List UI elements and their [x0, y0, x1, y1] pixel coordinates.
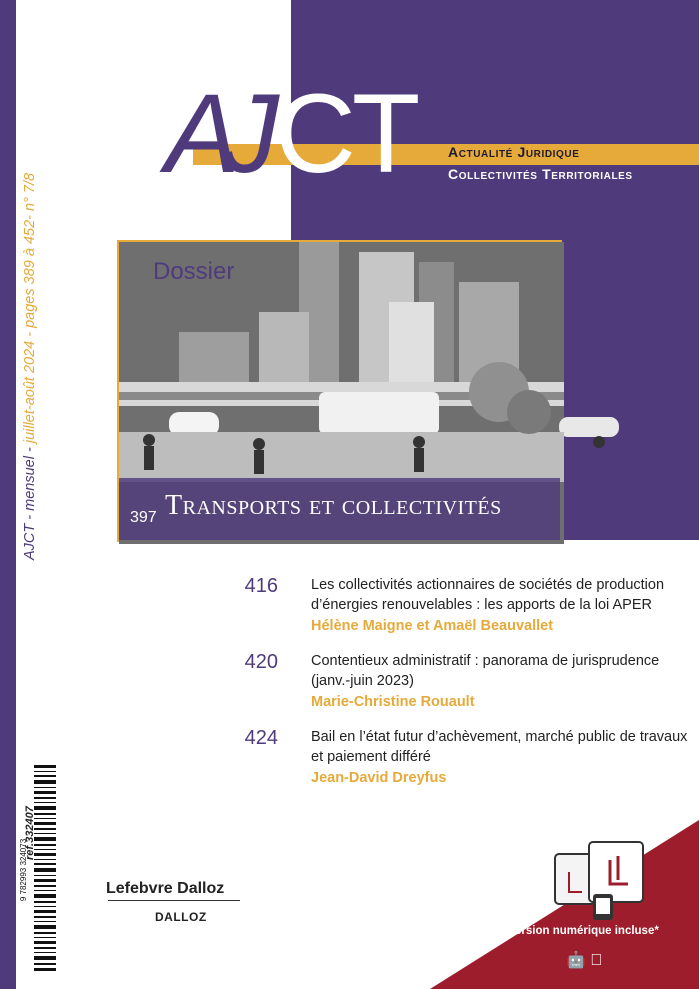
android-icon: 🤖 — [566, 952, 586, 969]
spine-part1: AJCT - mensuel - — [22, 443, 38, 560]
dossier-label: Dossier — [153, 258, 235, 285]
svg-text:CT: CT — [275, 71, 417, 196]
os-icons — [566, 950, 602, 970]
toc-author: Hélène Maigne et Amaël Beauvallet — [311, 618, 554, 634]
toc-author: Marie-Christine Rouault — [311, 694, 475, 710]
svg-text:A: A — [165, 71, 234, 196]
publisher-name: Lefebvre Dalloz — [106, 880, 225, 897]
toc-entry[interactable] — [230, 727, 690, 789]
left-purple-strip — [0, 0, 16, 989]
digital-version-label: Version numérique incluse* — [508, 925, 659, 937]
toc-article-title: Bail en l’état futur d’achèvement, marché public de travaux et paiement différé — [311, 729, 688, 765]
spine-part2: juillet-août 2024 - pages 389 à 452- n° 7/8 — [22, 172, 38, 444]
logo-subtitle-2: Collectivités Territoriales — [448, 166, 633, 182]
devices-icon — [555, 842, 645, 920]
barcode — [20, 760, 65, 975]
toc-page-number: 424 — [244, 727, 278, 749]
barcode-number: 9 782993 324073 — [19, 838, 28, 902]
toc-article-title: Contentieux administratif : panorama de jurisprudence (janv.-juin 2023) — [311, 653, 660, 689]
svg-text:J: J — [223, 71, 273, 196]
toc-entry[interactable] — [230, 651, 690, 713]
ajct-logo — [165, 60, 417, 200]
toc-page-number: 420 — [244, 651, 278, 673]
toc-entry[interactable] — [230, 575, 690, 637]
publisher-imprint: DALLOZ — [155, 910, 207, 924]
dossier-page-number: 397 — [130, 509, 157, 526]
publisher-divider — [108, 900, 240, 901]
dossier-title: Transports et collectivités — [165, 490, 502, 521]
apple-icon — [590, 952, 602, 969]
toc-author: Jean-David Dreyfus — [311, 770, 447, 786]
logo-subtitle-1: Actualité Juridique — [448, 144, 580, 160]
reference-number: ref.332407 — [24, 806, 36, 860]
table-of-contents — [230, 575, 690, 803]
toc-article-title: Les collectivités actionnaires de sociétés de production d’énergies renouvelables : les apports de la loi APER — [311, 577, 665, 613]
toc-page-number: 416 — [244, 575, 278, 597]
spine-text — [22, 0, 44, 560]
